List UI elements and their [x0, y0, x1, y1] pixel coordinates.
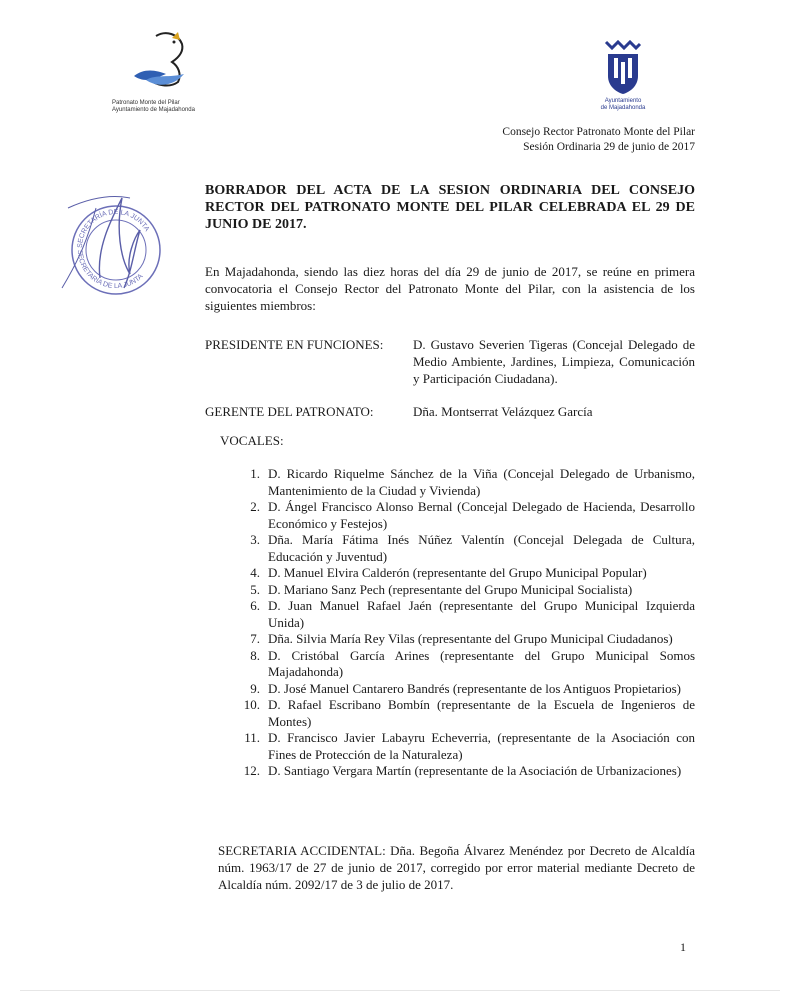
intro-paragraph: En Majadahonda, siendo las diez horas del día 29 de junio de 2017, se reúne en primera convocatoria el Consejo Rector del Patronato Monte del Pilar, con la asistencia de los siguientes miembros:	[205, 264, 695, 313]
stamp-text-bottom: SECRETARIA DE LA JUNTA	[75, 249, 145, 291]
page-number: 1	[680, 940, 686, 954]
right-logo-caption-1: Ayuntamiento	[604, 98, 642, 104]
session-reference-line-2: Sesión Ordinaria 29 de junio de 2017	[523, 141, 695, 153]
patronato-logo	[112, 28, 212, 118]
manager-value: Dña. Montserrat Velázquez García	[413, 404, 593, 419]
manager-label: GERENTE DEL PATRONATO:	[205, 404, 374, 419]
member-text: D. Ricardo Riquelme Sánchez de la Viña (Concejal Delegado de Urbanismo, Mantenimiento de la Ciudad y Vivienda)	[268, 466, 695, 498]
ayuntamiento-logo	[588, 40, 658, 120]
list-item	[240, 730, 695, 763]
member-text: D. José Manuel Cantarero Bandrés (representante de los Antiguos Propietarios)	[268, 680, 682, 696]
list-item	[240, 648, 695, 681]
session-reference	[502, 125, 695, 155]
president-label: PRESIDENTE EN FUNCIONES:	[205, 337, 384, 352]
member-text: D. Juan Manuel Rafael Jaén (representante del Grupo Municipal Izquierda Unida)	[268, 598, 695, 630]
member-number: 9.	[250, 680, 260, 696]
document-title: BORRADOR DEL ACTA DE LA SESION ORDINARIA DEL CONSEJO RECTOR DEL PATRONATO MONTE DEL PILAR CELEBRADA EL 29 DE JUNIO DE 2017.	[205, 183, 695, 232]
vocales-heading: VOCALES:	[220, 433, 284, 448]
list-item	[240, 532, 695, 565]
president-value: D. Gustavo Severien Tigeras (Concejal Delegado de Medio Ambiente, Jardines, Limpieza, Comunicación y Participación Ciudadana).	[413, 337, 695, 386]
list-item	[240, 598, 695, 631]
list-item	[240, 565, 695, 582]
member-number: 7.	[250, 631, 260, 646]
secretary-stamp	[60, 178, 170, 318]
session-reference-line-1: Consejo Rector Patronato Monte del Pilar	[502, 126, 695, 138]
member-text: Dña. Silvia María Rey Vilas (representante del Grupo Municipal Ciudadanos)	[268, 631, 673, 646]
member-text: D. Santiago Vergara Martín (representante de la Asociación de Urbanizaciones)	[268, 763, 682, 778]
bird-emblem-icon	[126, 28, 196, 98]
stamp-text-top: SECRETARÍA DE LA JUNTA	[76, 209, 151, 249]
stamp-seal-icon	[60, 178, 170, 318]
member-number: 2.	[250, 499, 260, 514]
secretaria-paragraph: SECRETARIA ACCIDENTAL: Dña. Begoña Álvarez Menéndez por Decreto de Alcaldía núm. 1963/17 de 27 de junio de 2017, corregido por error material mediante Decreto de Alcaldía núm. 2092/17 de 3 de julio de 2017.	[218, 843, 695, 892]
member-number: 8.	[250, 647, 260, 663]
left-logo-caption-1: Patronato Monte del Pilar	[112, 100, 180, 106]
list-item	[240, 582, 695, 599]
member-number: 3.	[250, 532, 260, 547]
member-number: 1.	[250, 466, 260, 481]
member-number: 11.	[244, 730, 260, 745]
left-logo-caption-2: Ayuntamiento de Majadahonda	[112, 107, 195, 113]
member-text: Dña. María Fátima Inés Núñez Valentín (Concejal Delegada de Cultura, Educación y Juventud)	[268, 532, 695, 564]
list-item	[240, 466, 695, 499]
list-item	[240, 763, 695, 780]
member-text: D. Ángel Francisco Alonso Bernal (Concejal Delegado de Hacienda, Desarrollo Económico y Festejos)	[268, 499, 695, 531]
member-number: 6.	[250, 598, 260, 613]
member-number: 12.	[243, 763, 260, 778]
member-text: D. Cristóbal García Arines (representante del Grupo Municipal Somos Majadahonda)	[268, 647, 695, 679]
member-text: D. Rafael Escribano Bombín (representante de la Escuela de Ingenieros de Montes)	[268, 697, 695, 729]
member-text: D. Francisco Javier Labayru Echeverria, (representante de la Asociación con Fines de Protección de la Naturaleza)	[268, 730, 695, 762]
member-number: 4.	[250, 565, 260, 580]
list-item	[240, 697, 695, 730]
crest-icon	[602, 40, 644, 96]
member-number: 5.	[250, 581, 260, 597]
member-text: D. Manuel Elvira Calderón (representante del Grupo Municipal Popular)	[268, 565, 647, 580]
list-item	[240, 499, 695, 532]
page-bottom-divider	[20, 990, 780, 991]
list-item	[240, 681, 695, 698]
member-number: 10.	[243, 697, 260, 712]
member-text: D. Mariano Sanz Pech (representante del Grupo Municipal Socialista)	[268, 581, 633, 597]
list-item	[240, 631, 695, 648]
members-list	[240, 466, 695, 780]
right-logo-caption-2: de Majadahonda	[600, 105, 646, 111]
